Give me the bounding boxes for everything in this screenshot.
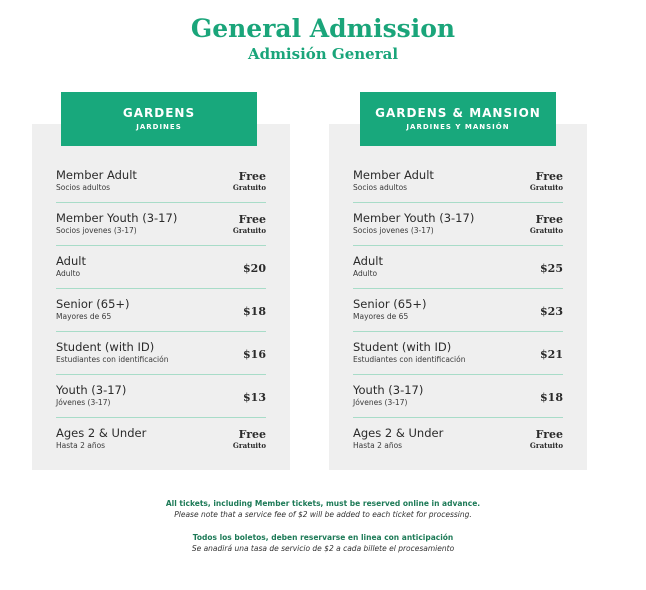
price-value: $18 <box>243 305 266 318</box>
price-value: Free <box>535 213 563 226</box>
ticket-price <box>530 428 563 451</box>
ticket-label: Ages 2 & Under <box>56 426 147 440</box>
reservation-note: All tickets, including Member tickets, must be reserved online in advance. <box>165 499 481 508</box>
ticket-label-es: Socios jovenes (3-17) <box>353 226 434 235</box>
price-row <box>353 289 563 332</box>
ticket-label: Adult <box>56 254 86 268</box>
page-title: General Admission <box>190 14 456 43</box>
price-value: $23 <box>540 305 563 318</box>
ticket-label: Senior (65+) <box>353 297 427 311</box>
price-value-es: Gratuito <box>232 441 266 450</box>
ticket-label: Student (with ID) <box>56 340 155 354</box>
price-row <box>56 289 266 332</box>
price-row <box>56 203 266 246</box>
price-value-es: Gratuito <box>529 226 563 235</box>
price-value: Free <box>535 170 563 183</box>
price-value: Free <box>238 213 266 226</box>
ticket-label-es: Jóvenes (3-17) <box>56 398 111 407</box>
price-value-es: Gratuito <box>529 183 563 192</box>
price-value: $20 <box>243 262 266 275</box>
mansion-title: GARDENS & MANSION <box>375 106 541 120</box>
ticket-price <box>540 348 563 361</box>
price-row <box>56 375 266 418</box>
ticket-price <box>530 170 563 193</box>
ticket-label: Member Adult <box>353 168 434 182</box>
ticket-label: Youth (3-17) <box>56 383 127 397</box>
ticket-price <box>233 213 266 236</box>
ticket-price <box>243 305 266 318</box>
price-row <box>353 375 563 418</box>
gardens-header <box>61 92 257 146</box>
service-fee-note: Please note that a service fee of $2 will be added to each ticket for processing. <box>174 510 472 519</box>
ticket-price <box>540 305 563 318</box>
price-row <box>56 332 266 375</box>
ticket-label-es: Socios adultos <box>353 183 408 192</box>
ticket-label: Senior (65+) <box>56 297 130 311</box>
ticket-label-es: Mayores de 65 <box>353 312 409 321</box>
ticket-price <box>243 262 266 275</box>
price-value: $13 <box>243 391 266 404</box>
ticket-price <box>243 348 266 361</box>
ticket-label-es: Mayores de 65 <box>56 312 112 321</box>
price-row <box>353 332 563 375</box>
ticket-price <box>233 170 266 193</box>
price-value: Free <box>238 170 266 183</box>
price-row <box>353 203 563 246</box>
ticket-label-es: Jóvenes (3-17) <box>353 398 408 407</box>
service-fee-note-es: Se anadirá una tasa de servicio de $2 a cada billete el procesamiento <box>191 544 455 553</box>
ticket-label-es: Hasta 2 años <box>353 441 403 450</box>
price-value: $25 <box>540 262 563 275</box>
mansion-subtitle: JARDINES Y MANSIÓN <box>406 123 510 131</box>
ticket-price <box>233 428 266 451</box>
ticket-label: Member Adult <box>56 168 137 182</box>
ticket-price <box>540 262 563 275</box>
price-value-es: Gratuito <box>232 183 266 192</box>
price-value: Free <box>535 428 563 441</box>
ticket-label: Youth (3-17) <box>353 383 424 397</box>
price-value: $18 <box>540 391 563 404</box>
ticket-price <box>540 391 563 404</box>
price-value-es: Gratuito <box>529 441 563 450</box>
gardens-subtitle: JARDINES <box>136 123 182 131</box>
price-row <box>353 246 563 289</box>
mansion-header <box>360 92 556 146</box>
ticket-label-es: Socios adultos <box>56 183 111 192</box>
price-value: $16 <box>243 348 266 361</box>
mansion-price-list <box>353 160 563 461</box>
ticket-label-es: Adulto <box>56 269 81 278</box>
ticket-label-es: Adulto <box>353 269 378 278</box>
price-value-es: Gratuito <box>232 226 266 235</box>
ticket-price <box>243 391 266 404</box>
ticket-label-es: Hasta 2 años <box>56 441 106 450</box>
price-row <box>56 160 266 203</box>
ticket-label: Student (with ID) <box>353 340 452 354</box>
ticket-label: Adult <box>353 254 383 268</box>
price-row <box>353 418 563 461</box>
page-subtitle: Admisión General <box>247 45 399 63</box>
ticket-label-es: Socios jovenes (3-17) <box>56 226 137 235</box>
ticket-label-es: Estudiantes con identificación <box>56 355 169 364</box>
ticket-label: Ages 2 & Under <box>353 426 444 440</box>
ticket-label-es: Estudiantes con identificación <box>353 355 466 364</box>
ticket-label: Member Youth (3-17) <box>56 211 178 225</box>
price-value: $21 <box>540 348 563 361</box>
ticket-price <box>530 213 563 236</box>
price-row <box>56 246 266 289</box>
gardens-title: GARDENS <box>122 106 196 120</box>
ticket-label: Member Youth (3-17) <box>353 211 475 225</box>
price-value: Free <box>238 428 266 441</box>
reservation-note-es: Todos los boletos, deben reservarse en linea con anticipación <box>192 533 454 542</box>
price-row <box>56 418 266 461</box>
gardens-price-list <box>56 160 266 461</box>
price-row <box>353 160 563 203</box>
